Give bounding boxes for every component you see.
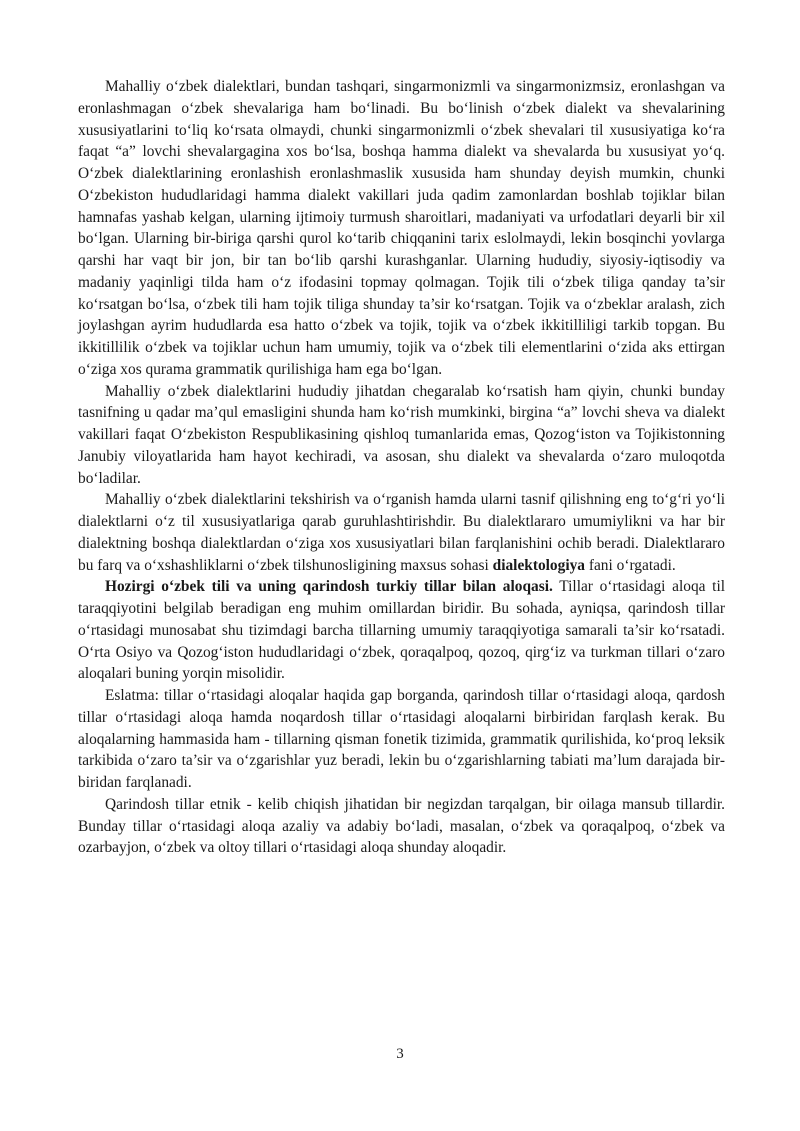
paragraph-text-after: fani o‘rgatadi. [585,556,676,574]
paragraph-text: Mahalliy o‘zbek dialektlarini tekshirish va o‘rganish hamda ularni tasnif qilishning eng to‘g‘ri yo‘li dialektlarni o‘z til xususiyatlariga qarab guruhlashtirishdir. Bu dialektlararo umumiylikni va har bir dialektning boshqa dialektlardan o‘ziga xos xususiyatlari bilan farqlanishini ochib beradi. Dialektlararo bu farq va o‘xshashliklarni o‘zbek tilshunosligining maxsus sohasi [78,491,725,574]
paragraph-text: Tillar o‘rtasidagi aloqa til taraqqiyotini belgilab beradigan eng muhim omillardan biridir. Bu sohada, ayniqsa, qarindosh tillar o‘rtasidagi munosabat shu tizimdagi barcha tillarning umumiy taraqqiyotiga samarali ta’sir ko‘rsatadi. O‘rta Osiyo va Qozog‘iston hududlaridagi o‘zbek, qoraqalpoq, qozoq, qirg‘iz va turkman tillari o‘zaro aloqalari buning yorqin misolidir. [78,578,725,683]
paragraph-text: Eslatma: tillar o‘rtasidagi aloqalar haqida gap borganda, qarindosh tillar o‘rtasidagi aloqa, qardosh tillar o‘rtasidagi aloqa hamda noqardosh tillar o‘rtasidagi aloqalarni birbiridan farqlash kerak. Bu aloqalarning hammasida ham - tillarning qisman fonetik tizimida, grammatik qurilishida, ko‘proq leksik tarkibida o‘zaro ta’sir va o‘zgarishlar yuz beradi, lekin bu o‘zgarishlarning tabiati ma’lum darajada bir-biridan farqlanadi. [78,687,725,791]
document-page [78,76,725,859]
paragraph-text: Mahalliy o‘zbek dialektlari, bundan tashqari, singarmonizmli va singarmonizmsiz, eronlashgan va eronlashmagan o‘zbek shevalariga ham bo‘linadi. Bu bo‘linish o‘zbek dialekt va shevalarining xususiyatlarini to‘liq ko‘rsata olmaydi, chunki singarmonizmli o‘zbek shevalari til xususiyatiga ko‘ra faqat “a” lovchi shevalargagina xos bo‘lsa, boshqa hamma dialekt va shevalarda bu xususiyat yo‘q. O‘zbek dialektlarining eronlashish eronlashmaslik xususida ham shunday deyish mumkin, chunki O‘zbekiston hududlaridagi hamma dialekt vakillari juda qadim zamonlardan boshlab tojiklar bilan hamnafas yashab kelgan, ularning ijtimoiy turmush sharoitlari, madaniyati va urfodatlari deyarli bir xil bo‘lgan. Ularning bir-biriga qarshi qurol ko‘tarib chiqqanini tarix eslolmaydi, lekin bosqinchi yovlarga qarshi har vaqt bir jon, bir tan bo‘lib qarshi kurashganlar. Ularning hududiy, siyosiy-iqtisodiy va madaniy yaqinligi tilda ham o‘z ifodasini topmay qolmagan. Tojik tili o‘zbek tiliga qanday ta’sir ko‘rsatgan bo‘lsa, o‘zbek tili ham tojik tiliga shunday ta’sir ko‘rsatgan. Tojik va o‘zbeklar aralash, zich joylashgan ayrim hududlarda esa hatto o‘zbek va tojik, tojik va o‘zbek ikkitilliligi tarkib topgan. Bu ikkitillilik o‘zbek va tojiklar uchun ham umumiy, tojik va o‘zbek tili elementlarini o‘zida aks ettirgan o‘ziga xos qurama grammatik qurilishiga ham ega bo‘lgan. [78,78,725,378]
page-number: 3 [396,1046,404,1062]
paragraph-territorial-boundaries [78,381,725,490]
paragraph-note [78,685,725,794]
paragraph-related-languages [78,576,725,685]
paragraph-text: Qarindosh tillar etnik - kelib chiqish jihatidan bir negizdan tarqalgan, bir oilaga mansub tillardir. Bunday tillar o‘rtasidagi aloqa azaliy va adabiy bo‘ladi, masalan, o‘zbek va qoraqalpoq, o‘zbek va ozarbayjon, o‘zbek va oltoy tillari o‘rtasidagi aloqa shunday aloqadir. [78,795,725,857]
paragraph-dialect-grouping [78,489,725,576]
section-heading: Hozirgi o‘zbek tili va uning qarindosh turkiy tillar bilan aloqasi. [105,578,553,596]
bold-term: dialektologiya [492,556,585,574]
paragraph-kindred-languages [78,794,725,859]
paragraph-text: Mahalliy o‘zbek dialektlarini hududiy jihatdan chegaralab ko‘rsatish ham qiyin, chunki bunday tasnifning u qadar ma’qul emasligini shunda ham ko‘rish mumkinki, birgina “a” lovchi sheva va dialekt vakillari faqat O‘zbekiston Respublikasining qishloq tumanlarida emas, Qozog‘iston va Tojikistonning Janubiy viloyatlarida ham hayot kechiradi, va asosan, shu dialekt va shevalarda o‘zaro muloqotda bo‘ladilar. [78,382,725,487]
paragraph-dialect-classification [78,76,725,381]
